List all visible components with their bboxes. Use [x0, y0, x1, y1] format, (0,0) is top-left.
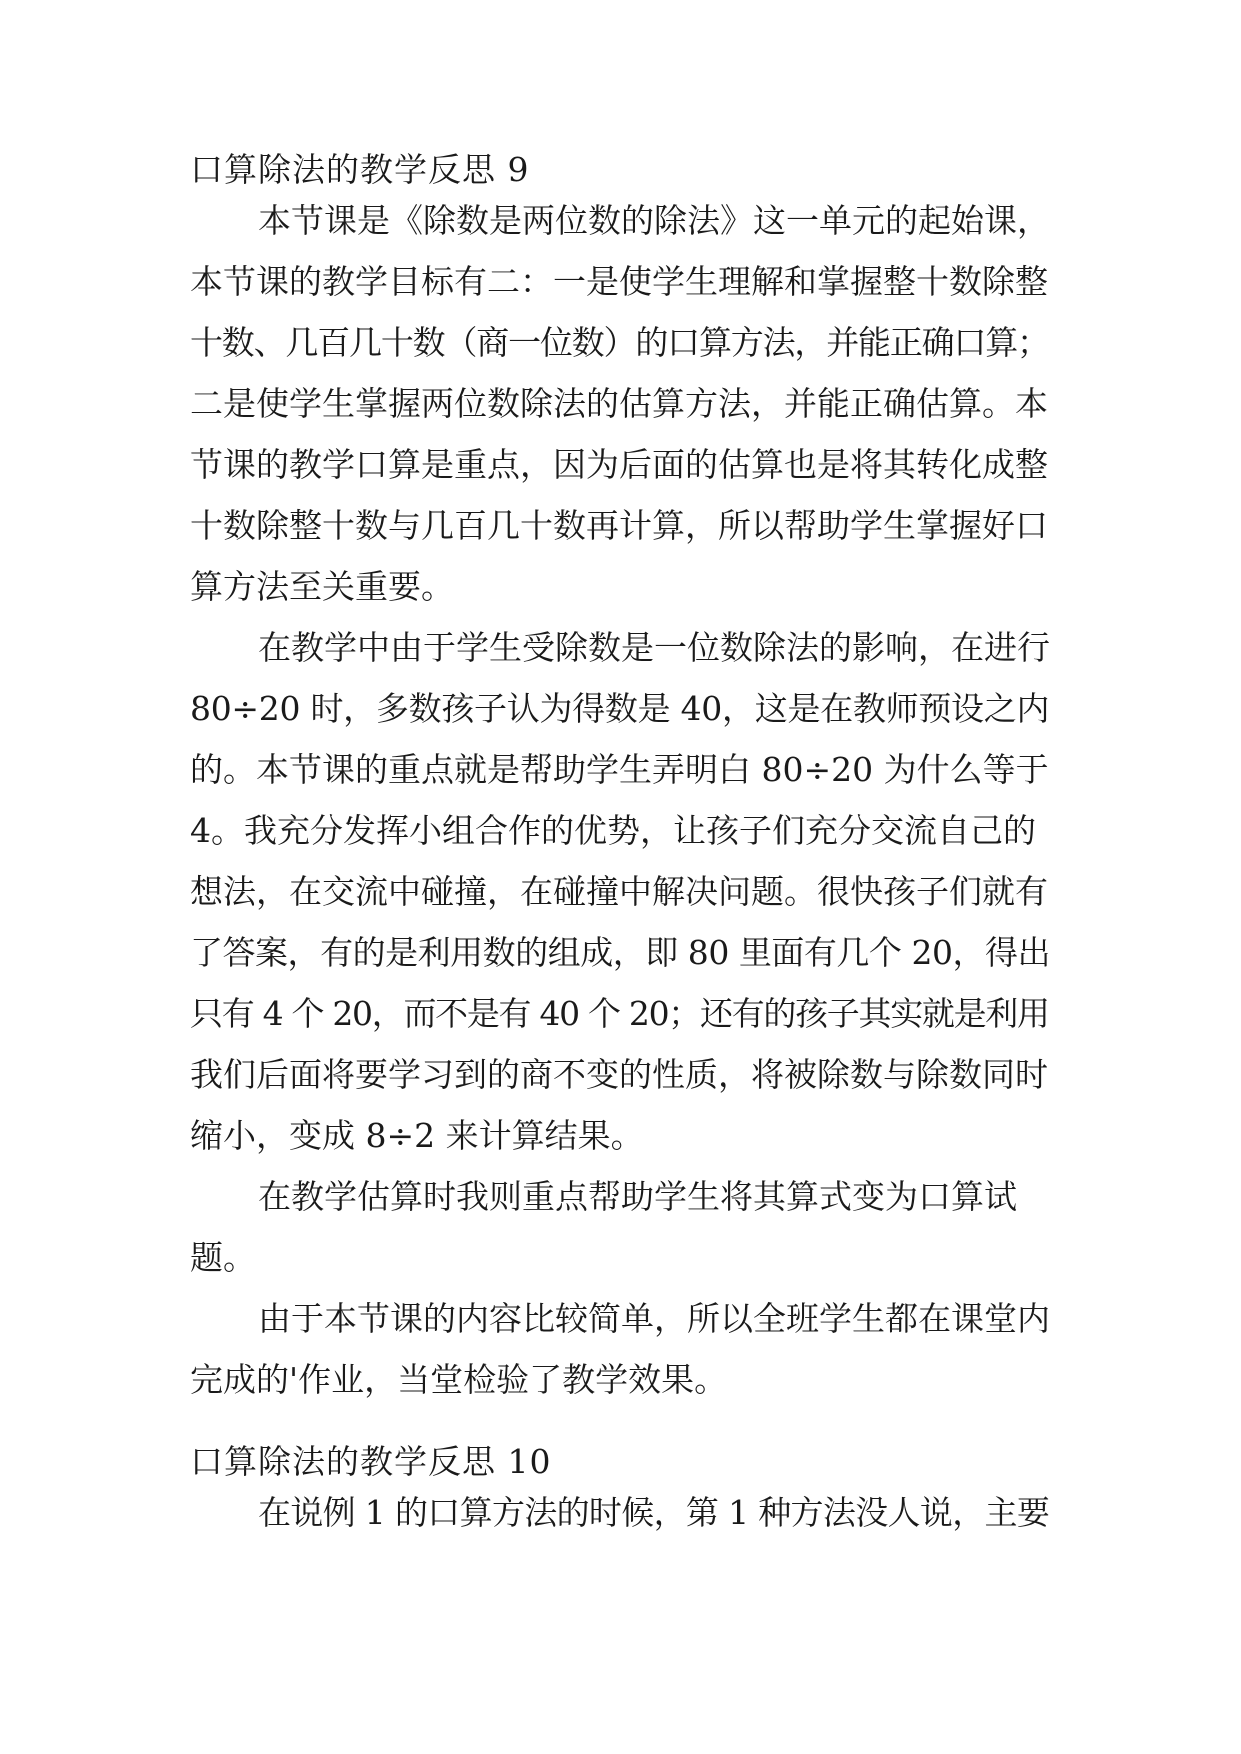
- paragraph-line: 的。本节课的重点就是帮助学生弄明白 80÷20 为什么等于: [190, 750, 1049, 789]
- paragraph-line: 80÷20 时，多数孩子认为得数是 40，这是在教师预设之内: [190, 689, 1050, 728]
- paragraph-line: 本节课是《除数是两位数的除法》这一单元的起始课，: [258, 201, 1050, 240]
- paragraph-line: 由于本节课的内容比较简单，所以全班学生都在课堂内: [258, 1299, 1050, 1338]
- paragraph-5: [190, 1482, 1050, 1543]
- paragraph-line: 4。我充分发挥小组合作的优势，让孩子们充分交流自己的: [190, 811, 1036, 850]
- paragraph-3: [190, 1166, 1050, 1288]
- paragraph-line: 十数除整十数与几百几十数再计算，所以帮助学生掌握好口: [190, 506, 1048, 545]
- paragraph-line: 在教学估算时我则重点帮助学生将其算式变为口算试: [258, 1177, 1017, 1216]
- paragraph-line: 节课的教学口算是重点，因为后面的估算也是将其转化成整: [190, 445, 1048, 484]
- paragraph-line: 二是使学生掌握两位数除法的估算方法，并能正确估算。本: [190, 384, 1048, 423]
- paragraph-line: 只有 4 个 20，而不是有 40 个 20；还有的孩子其实就是利用: [190, 994, 1049, 1033]
- paragraph-line: 想法，在交流中碰撞，在碰撞中解决问题。很快孩子们就有: [190, 872, 1048, 911]
- section-title-9: 口算除法的教学反思 9: [190, 150, 530, 189]
- paragraph-line: 缩小，变成 8÷2 来计算结果。: [190, 1116, 644, 1155]
- paragraph-line: 在教学中由于学生受除数是一位数除法的影响，在进行: [258, 628, 1050, 667]
- paragraph-line: 本节课的教学目标有二：一是使学生理解和掌握整十数除整: [190, 262, 1048, 301]
- paragraph-line: 完成的'作业，当堂检验了教学效果。: [190, 1360, 728, 1399]
- paragraph-4: [190, 1288, 1050, 1410]
- paragraph-line: 算方法至关重要。: [190, 567, 454, 606]
- paragraph-line: 我们后面将要学习到的商不变的性质，将被除数与除数同时: [190, 1055, 1048, 1094]
- paragraph-line: 了答案，有的是利用数的组成，即 80 里面有几个 20，得出: [190, 933, 1051, 972]
- paragraph-1: [190, 190, 1050, 617]
- section-title-10: 口算除法的教学反思 10: [190, 1442, 552, 1481]
- paragraph-2: [190, 617, 1050, 1166]
- paragraph-line: 在说例 1 的口算方法的时候，第 1 种方法没人说，主要: [258, 1493, 1050, 1532]
- paragraph-line: 题。: [190, 1238, 256, 1277]
- paragraph-line: 十数、几百几十数（商一位数）的口算方法，并能正确口算；: [190, 323, 1049, 362]
